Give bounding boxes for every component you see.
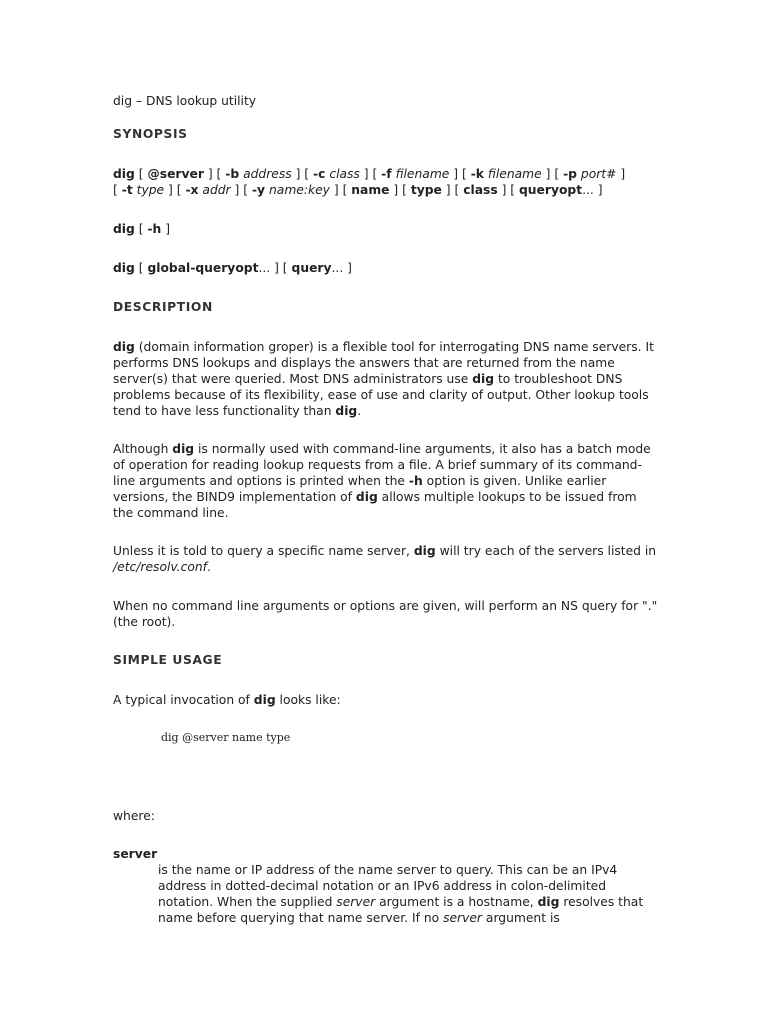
synopsis-line-4 — [113, 260, 658, 276]
term-server: server — [113, 847, 158, 861]
text-run: ] [ — [497, 183, 519, 197]
bold-run: dig — [113, 222, 135, 236]
italic-run: filename — [395, 167, 450, 181]
bold-run: -b — [225, 167, 240, 181]
bold-run: @server — [147, 167, 204, 181]
bold-run: -c — [312, 167, 326, 181]
bold-run: type — [410, 183, 442, 197]
italic-run: port# — [580, 167, 617, 181]
bold-run: dig — [113, 261, 135, 275]
text-run: ] [ — [441, 183, 464, 197]
text-run: . — [357, 404, 362, 418]
bold-run: -h — [408, 474, 423, 488]
italic-run: /etc/resolv.conf — [113, 560, 207, 574]
text-run: resolves that name before querying that name server. If no — [158, 895, 644, 925]
text-run: [ — [113, 183, 122, 197]
bold-run: queryopt — [519, 183, 583, 197]
text-run: is the name or IP address of the name server to query. This can be an IPv4 address in dotted-decimal notation or an IPv6 address in colon-delimited notation. When the supplied — [158, 863, 618, 909]
text-run: ... ] [ — [258, 261, 292, 275]
bold-run: dig — [355, 490, 378, 504]
bold-run: dig — [413, 544, 436, 558]
text-run: (domain information groper) is a flexible tool for interrogating DNS name servers. It performs DNS lookups and displays the answers that are returned from the name server(s) that were queried. Most DNS administrators use — [113, 340, 654, 386]
italic-run: server — [336, 895, 376, 909]
description-paragraph-3 — [113, 543, 658, 575]
bold-run: dig — [253, 693, 276, 707]
bold-run: dig — [335, 404, 358, 418]
synopsis-line-2 — [113, 182, 658, 198]
bold-run: query — [291, 261, 332, 275]
text-run: [ — [134, 167, 148, 181]
text-run: argument is — [482, 911, 560, 925]
text-run: argument is a hostname, — [375, 895, 538, 909]
description-paragraph-2 — [113, 441, 658, 521]
bold-run: dig — [472, 372, 495, 386]
text-run: ] [ — [230, 183, 252, 197]
bold-run: -k — [470, 167, 484, 181]
bold-run: dig — [172, 442, 195, 456]
where-label: where: — [113, 809, 155, 823]
bold-run: -y — [251, 183, 266, 197]
text-run: A typical invocation of — [113, 693, 254, 707]
definition-server — [158, 862, 663, 926]
bold-run: -p — [563, 167, 577, 181]
page-title: dig – DNS lookup utility — [113, 94, 257, 108]
italic-run: type — [136, 183, 165, 197]
italic-run: server — [443, 911, 482, 925]
synopsis-line-1 — [113, 166, 658, 182]
italic-run: class — [329, 167, 360, 181]
text-run: ... ] — [582, 183, 603, 197]
italic-run: name:key — [268, 183, 330, 197]
bold-run: class — [463, 183, 498, 197]
text-run: ] [ — [164, 183, 186, 197]
simple-usage-paragraph — [113, 692, 658, 708]
text-run: When no command line arguments or options are given, will perform an NS query for "." (the root). — [113, 599, 658, 629]
text-run: ] [ — [291, 167, 313, 181]
text-run: ] [ — [541, 167, 564, 181]
bold-run: dig — [113, 167, 135, 181]
text-run: . — [207, 560, 211, 574]
text-run: ] — [161, 222, 171, 236]
bold-run: -x — [185, 183, 199, 197]
text-run: ] [ — [329, 183, 352, 197]
text-run: is normally used with command-line arguments, it also has a batch mode of operation for reading lookup requests from a file. A brief summary of its command-line arguments and options is printed when the — [113, 442, 651, 488]
text-run: Unless it is told to query a specific name server, — [113, 544, 414, 558]
text-run: ] [ — [389, 183, 411, 197]
text-run: looks like: — [275, 693, 341, 707]
bold-run: dig — [537, 895, 560, 909]
simple-usage-heading: SIMPLE USAGE — [113, 653, 223, 667]
bold-run: global-queryopt — [147, 261, 259, 275]
text-run: [ — [134, 261, 148, 275]
italic-run: filename — [487, 167, 542, 181]
text-run: allows multiple lookups to be issued from the command line. — [113, 490, 637, 520]
description-paragraph-1 — [113, 339, 658, 419]
bold-run: -h — [147, 222, 162, 236]
text-run: ] [ — [449, 167, 471, 181]
bold-run: -f — [381, 167, 392, 181]
synopsis-heading: SYNOPSIS — [113, 127, 188, 141]
description-paragraph-4 — [113, 598, 658, 630]
text-run: will try each of the servers listed in — [435, 544, 657, 558]
text-run: ] — [616, 167, 626, 181]
bold-run: name — [351, 183, 390, 197]
bold-run: dig — [113, 340, 135, 354]
italic-run: addr — [202, 183, 231, 197]
description-heading: DESCRIPTION — [113, 300, 213, 314]
text-run: Although — [113, 442, 173, 456]
text-run: option is given. Unlike earlier versions, the BIND9 implementation of — [113, 474, 607, 504]
bold-run: -t — [121, 183, 133, 197]
text-run: [ — [134, 222, 148, 236]
usage-example: dig @server name type — [161, 731, 291, 744]
text-run: ] [ — [203, 167, 226, 181]
synopsis-line-3 — [113, 221, 658, 237]
text-run: to troubleshoot DNS problems because of its flexibility, ease of use and clarity of output. Other lookup tools tend to have less functionality than — [113, 372, 649, 418]
italic-run: address — [243, 167, 292, 181]
text-run: ... ] — [331, 261, 352, 275]
text-run: ] [ — [359, 167, 382, 181]
